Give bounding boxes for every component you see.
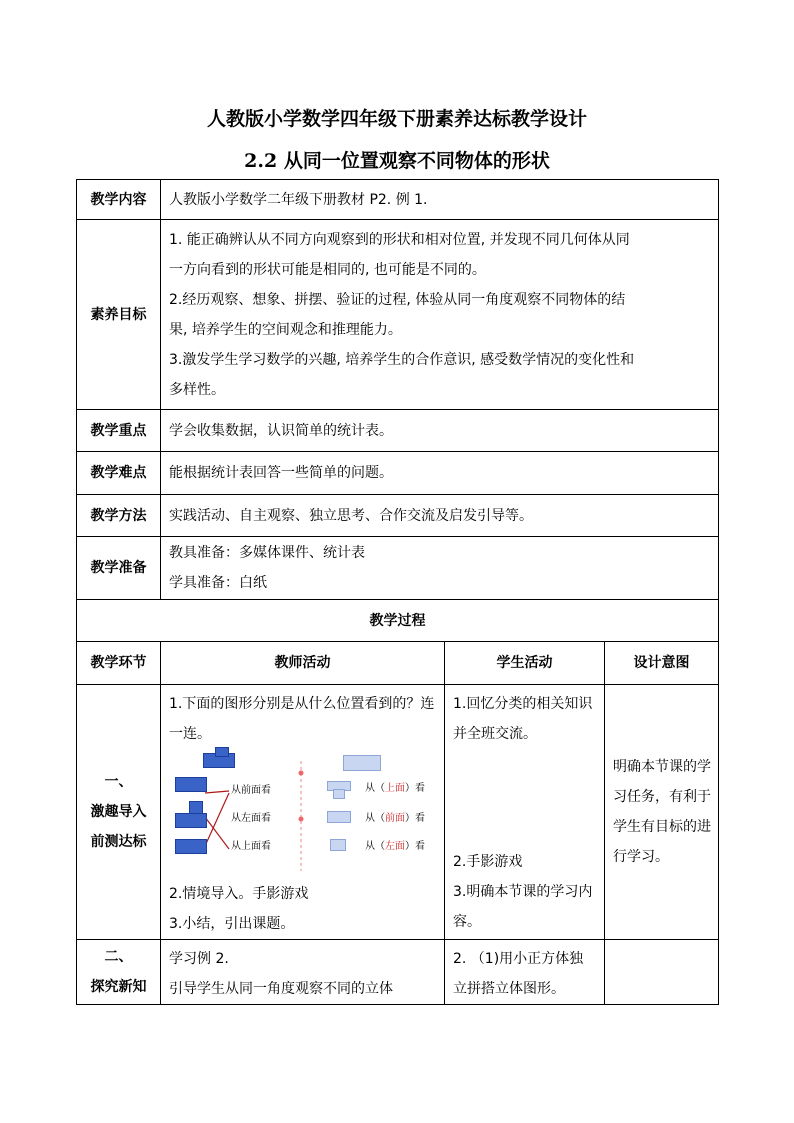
header-teacher: 教师活动 — [161, 642, 445, 685]
row-difficulty — [77, 452, 719, 495]
stage-line: 前测达标 — [90, 834, 147, 850]
label-key: 教学重点 — [77, 410, 161, 452]
label-content: 教学内容 — [77, 180, 161, 220]
row-key — [77, 410, 719, 452]
stage-line: 二、 — [104, 949, 133, 965]
student-line: 立拼搭立体图形。 — [453, 981, 565, 997]
intent-line: 明确本节课的学 — [613, 759, 711, 775]
row-section-2 — [77, 940, 719, 1005]
student-line: 并全班交流。 — [453, 726, 537, 742]
row-goals — [77, 220, 719, 410]
label-method: 教学方法 — [77, 495, 161, 537]
label-prep: 教学准备 — [77, 537, 161, 600]
teacher-line: 2.情境导入。手影游戏 — [169, 886, 309, 902]
student-line: 2. （1)用小正方体独 — [453, 951, 584, 967]
figure-right-label: 从（左面）看 — [365, 841, 425, 852]
student-line: 3.明确本节课的学习内 — [453, 884, 593, 900]
row-process-title — [77, 600, 719, 642]
row-section-1 — [77, 685, 719, 940]
view-shape-2-bottom — [175, 813, 207, 828]
student-activity-1 — [445, 685, 605, 940]
view-shape-light-1b — [333, 789, 345, 799]
goal-line: 果, 培养学生的空间观念和推理能力。 — [169, 321, 402, 338]
teacher-line: 3.小结，引出课题。 — [169, 916, 295, 932]
row-prep — [77, 537, 719, 600]
stage-line: 探究新知 — [90, 979, 147, 995]
lesson-plan-table — [76, 179, 719, 1005]
teacher-line: 学习例 2. — [169, 951, 229, 967]
value-goals — [161, 220, 719, 410]
dot-marker — [299, 817, 304, 822]
view-shape-light-2 — [327, 811, 351, 823]
figure-right-label: 从（上面）看 — [365, 783, 425, 794]
match-line — [205, 791, 229, 793]
dot-marker — [299, 771, 304, 776]
header-intent: 设计意图 — [605, 642, 719, 685]
document-title: 人教版小学数学四年级下册素养达标教学设计 — [206, 108, 587, 130]
intent-line: 行学习。 — [613, 849, 669, 865]
value-difficulty: 能根据统计表回答一些简单的问题。 — [161, 452, 719, 495]
row-content — [77, 180, 719, 220]
intent-line: 学生有目标的进 — [613, 819, 711, 835]
goal-line: 多样性。 — [169, 381, 225, 398]
student-line: 2.手影游戏 — [453, 854, 523, 870]
view-shape-3 — [175, 839, 207, 854]
design-intent-1 — [605, 685, 719, 940]
teacher-activity-2 — [161, 940, 445, 1005]
value-content: 人教版小学数学二年级下册教材 P2. 例 1. — [161, 180, 719, 220]
goal-line: 2.经历观察、想象、拼摆、验证的过程, 体验从同一角度观察不同物体的结 — [169, 291, 626, 308]
stage-line: 激趣导入 — [90, 804, 147, 820]
cube-solid-top — [215, 747, 229, 757]
student-line: 容。 — [453, 914, 481, 930]
stage-1 — [77, 685, 161, 940]
match-line — [205, 817, 229, 849]
student-line: 1.回忆分类的相关知识 — [453, 696, 593, 712]
view-matching-figure — [175, 753, 445, 875]
stage-2 — [77, 940, 161, 1005]
label-difficulty: 教学难点 — [77, 452, 161, 495]
figure-left-label: 从左面看 — [231, 813, 271, 824]
teacher-line: 1.下面的图形分别是从什么位置看到的？连 — [169, 696, 435, 712]
view-shape-1 — [175, 777, 207, 792]
goal-line: 一方向看到的形状可能是相同的, 也可能是不同的。 — [169, 261, 486, 278]
document-subtitle: 2.2 从同一位置观察不同物体的形状 — [244, 150, 550, 172]
stage-line: 一、 — [104, 774, 133, 790]
view-shape-light-3 — [330, 839, 346, 851]
header-student: 学生活动 — [445, 642, 605, 685]
process-title: 教学过程 — [77, 600, 719, 642]
figure-right-label: 从（前面）看 — [365, 813, 425, 824]
value-prep — [161, 537, 719, 600]
value-key: 学会收集数据，认识简单的统计表。 — [161, 410, 719, 452]
match-line — [205, 793, 229, 846]
student-activity-2 — [445, 940, 605, 1005]
spacer — [453, 749, 596, 847]
teacher-activity-1 — [161, 685, 445, 940]
prep-line: 教具准备：多媒体课件、统计表 — [169, 545, 365, 561]
header-stage: 教学环节 — [77, 642, 161, 685]
goal-line: 3.激发学生学习数学的兴趣, 培养学生的合作意识, 感受数学情况的变化性和 — [169, 351, 635, 368]
intent-line: 习任务，有利于 — [613, 789, 711, 805]
figure-left-label: 从前面看 — [231, 785, 271, 796]
goal-line: 1. 能正确辨认从不同方向观察到的形状和相对位置, 并发现不同几何体从同 — [169, 231, 630, 248]
value-method: 实践活动、自主观察、独立思考、合作交流及启发引导等。 — [161, 495, 719, 537]
label-goals: 素养目标 — [77, 220, 161, 410]
row-method — [77, 495, 719, 537]
design-intent-2 — [605, 940, 719, 1005]
row-process-headers — [77, 642, 719, 685]
figure-left-label: 从上面看 — [231, 841, 271, 852]
prep-line: 学具准备：白纸 — [169, 575, 267, 591]
teacher-line: 一连。 — [169, 726, 211, 742]
teacher-line: 引导学生从同一角度观察不同的立体 — [169, 981, 393, 997]
cube-solid-light — [343, 755, 381, 771]
